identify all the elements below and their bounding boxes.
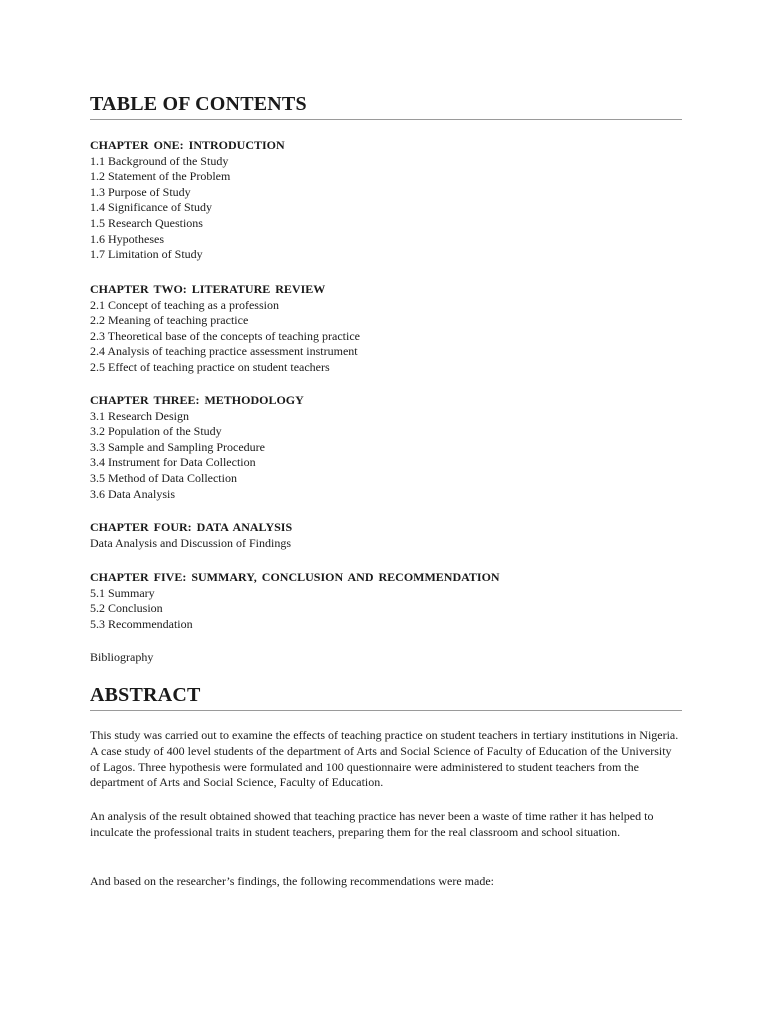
toc-entry: 3.4 Instrument for Data Collection bbox=[90, 455, 256, 470]
toc-entry: 3.2 Population of the Study bbox=[90, 424, 222, 439]
toc-entry: Data Analysis and Discussion of Findings bbox=[90, 535, 291, 550]
toc-entry: 2.5 Effect of teaching practice on student teachers bbox=[90, 359, 330, 374]
toc-bibliography: Bibliography bbox=[90, 650, 154, 664]
toc-entry: 1.6 Hypotheses bbox=[90, 231, 164, 246]
toc-entry: 1.1 Background of the Study bbox=[90, 153, 229, 168]
toc-entry: 3.5 Method of Data Collection bbox=[90, 470, 237, 485]
toc-entry: 1.2 Statement of the Problem bbox=[90, 169, 231, 184]
toc-chapter-four bbox=[90, 520, 682, 551]
toc-entry: 3.6 Data Analysis bbox=[90, 486, 175, 501]
abstract-paragraph: This study was carried out to examine the effects of teaching practice on student teachers in tertiary institutions in Nigeria. A case study of 400 level students of the department of Arts and Social Science of Faculty of Education of the University of Lagos. Three hypothesis were formulated and 100 questionnaire were administered to student teachers from the department of Arts and Social Science, Faculty of Education. bbox=[90, 728, 679, 790]
toc-entry: 2.3 Theoretical base of the concepts of teaching practice bbox=[90, 328, 360, 343]
toc-chapter-one bbox=[90, 138, 682, 263]
toc-entry: 2.1 Concept of teaching as a profession bbox=[90, 297, 279, 312]
toc-chapter-three bbox=[90, 393, 682, 502]
toc-entry: 5.2 Conclusion bbox=[90, 601, 163, 616]
abstract-paragraph: And based on the researcher’s findings, the following recommendations were made: bbox=[90, 874, 494, 888]
toc-entry: 3.3 Sample and Sampling Procedure bbox=[90, 439, 265, 454]
toc-entry: 5.3 Recommendation bbox=[90, 616, 193, 631]
chapter-heading: CHAPTER ONE: INTRODUCTION bbox=[90, 138, 285, 152]
toc-entry: 3.1 Research Design bbox=[90, 408, 189, 423]
toc-title: TABLE OF CONTENTS bbox=[90, 93, 682, 120]
toc-chapter-five bbox=[90, 570, 682, 632]
chapter-heading: CHAPTER TWO: LITERATURE REVIEW bbox=[90, 282, 326, 296]
chapter-heading: CHAPTER THREE: METHODOLOGY bbox=[90, 393, 304, 407]
toc-chapter-two bbox=[90, 282, 682, 376]
toc-entry: 2.2 Meaning of teaching practice bbox=[90, 313, 249, 328]
abstract-title: ABSTRACT bbox=[90, 684, 682, 711]
chapter-heading: CHAPTER FOUR: DATA ANALYSIS bbox=[90, 520, 293, 534]
toc-entry: 2.4 Analysis of teaching practice assessment instrument bbox=[90, 344, 358, 359]
toc-entry: 1.5 Research Questions bbox=[90, 215, 203, 230]
abstract-paragraph: An analysis of the result obtained showed that teaching practice has never been a waste of time rather it has helped to inculcate the professional traits in student teachers, preparing them for the real classroom and school situation. bbox=[90, 809, 654, 839]
toc-entry: 1.7 Limitation of Study bbox=[90, 247, 203, 262]
toc-entry: 1.3 Purpose of Study bbox=[90, 184, 191, 199]
chapter-heading: CHAPTER FIVE: SUMMARY, CONCLUSION AND RECOMMENDATION bbox=[90, 570, 500, 584]
toc-entry: 1.4 Significance of Study bbox=[90, 200, 212, 215]
toc-entry: 5.1 Summary bbox=[90, 585, 155, 600]
